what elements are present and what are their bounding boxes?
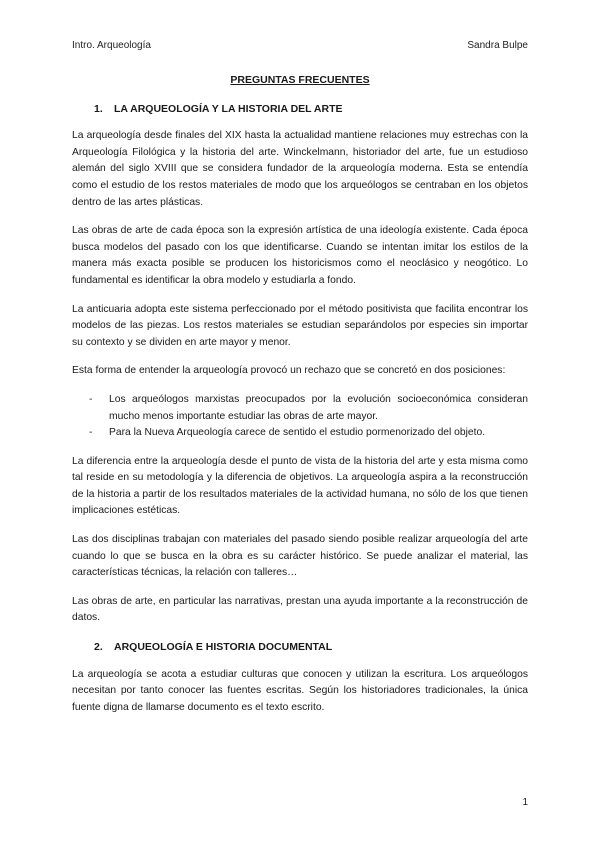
document-title: PREGUNTAS FRECUENTES — [230, 74, 370, 86]
section-1-title: LA ARQUEOLOGÍA Y LA HISTORIA DEL ARTE — [114, 102, 343, 115]
section-2-title: ARQUEOLOGÍA E HISTORIA DOCUMENTAL — [114, 641, 333, 654]
page-body — [72, 72, 528, 728]
page-number: 1 — [522, 797, 528, 808]
paragraph: Las obras de arte de cada época son la expresión artística de una ideología existente. Cada época busca modelos del pasado con los que identificarse. Cuando se intentan imitar los estilos de la manera más exacta posible se producen los historicismos como el neoclásico y neogótico. Lo fundamental es identificar la obra modelo y estudiarla a fondo. — [72, 225, 528, 286]
paragraph: Las obras de arte, en particular las narrativas, prestan una ayuda importante a la reconstrucción de datos. — [72, 595, 528, 624]
page-header — [72, 40, 528, 51]
header-author: Sandra Bulpe — [467, 40, 528, 51]
section-1-heading — [72, 101, 528, 118]
section-2-heading — [72, 639, 528, 656]
paragraph: La anticuaria adopta este sistema perfeccionado por el método positivista que facilita encontrar los modelos de las piezas. Los restos materiales se estudian separándolos por especies sin importar su contexto y se dividen en arte mayor y menor. — [72, 303, 528, 348]
paragraph: La arqueología se acota a estudiar culturas que conocen y utilizan la escritura. Los arqueólogos necesitan por tanto conocer las fuentes escritas. Según los historiadores tradicionales, la única fuente digna de llamarse documento es el texto escrito. — [72, 668, 528, 713]
paragraph: Las dos disciplinas trabajan con materiales del pasado siendo posible realizar arqueología del arte cuando lo que se busca en la obra es su carácter histórico. Se puede analizar el material, las características técnicas, la relación con talleres… — [72, 534, 528, 579]
paragraph: La arqueología desde finales del XIX hasta la actualidad mantiene relaciones muy estrechas con la Arqueología Filológica y la historia del arte. Winckelmann, historiador del arte, fue un estudioso alemán del siglo XVIII que se considera fundador de la arqueología moderna. Esta se entendía como el estudio de los restos materiales de modo que los arqueólogos se centraban en los objetos dentro de las artes plásticas. — [72, 130, 528, 208]
bullet-list — [72, 392, 528, 442]
section-1-number: 1. — [94, 102, 103, 115]
bullet-item: - Para la Nueva Arqueología carece de sentido el estudio pormenorizado del objeto. — [72, 425, 528, 442]
bullet-item: - Los arqueólogos marxistas preocupados por la evolución socioeconómica consideran mucho menos importante estudiar las obras de arte mayor. — [72, 392, 528, 425]
header-course: Intro. Arqueología — [72, 40, 151, 51]
section-2-number: 2. — [94, 641, 103, 654]
paragraph: La diferencia entre la arqueología desde el punto de vista de la historia del arte y esta misma como tal reside en su metodología y la diferencia de objetivos. La arqueología aspira a la reconstrucción de la historia a partir de los resultados materiales de la actividad humana, no sólo de los que tienen implicaciones estéticas. — [72, 455, 528, 517]
paragraph: Esta forma de entender la arqueología provocó un rechazo que se concretó en dos posiciones: — [72, 365, 506, 377]
